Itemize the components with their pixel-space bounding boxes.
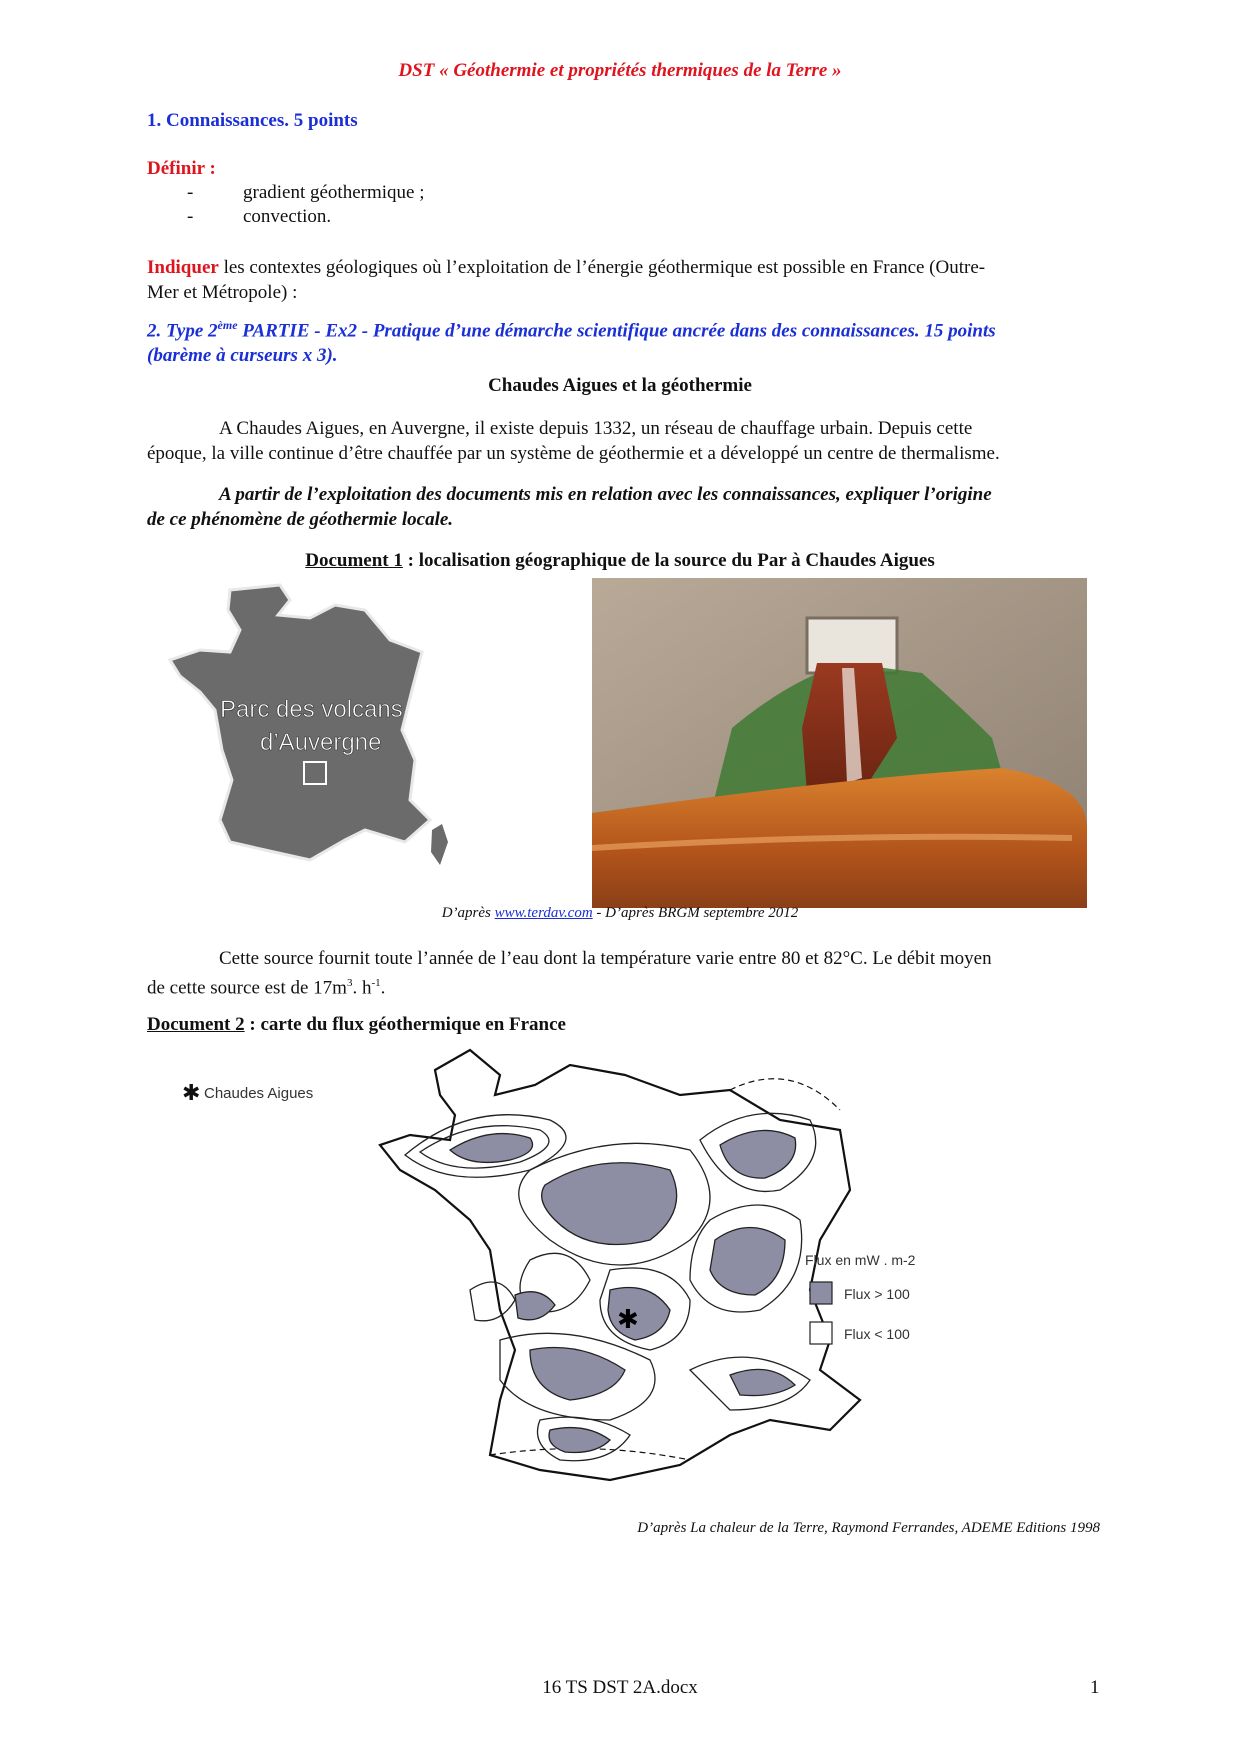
define-item: - gradient géothermique ; xyxy=(187,182,425,203)
map-label-line1: Parc des volcans xyxy=(220,696,403,723)
indicate-paragraph xyxy=(147,255,1107,305)
legend-title: Flux en mW . m-2 xyxy=(805,1252,916,1268)
marker-label: Chaudes Aigues xyxy=(204,1085,314,1102)
doc1-title-text: : localisation géographique de la source du Par à Chaudes Aigues xyxy=(402,550,935,571)
doc1-label: Document 1 xyxy=(305,550,403,571)
section2-heading-line2: (barème à curseurs x 3). xyxy=(147,345,338,367)
section2-heading-rest: PARTIE - Ex2 - Pratique d’une démarche scientifique ancrée dans des connaissances. 15 points xyxy=(237,320,996,342)
asterisk-icon: ✱ xyxy=(182,1080,201,1105)
doc1-caption-prefix: D’après xyxy=(441,905,495,921)
chaudes-aigues-marker-icon: ✱ xyxy=(617,1304,639,1334)
define-item-text: gradient géothermique ; xyxy=(243,182,425,203)
doc1-text-sup1: 3 xyxy=(346,977,353,989)
indicate-label: Indiquer xyxy=(147,257,219,278)
instruction-paragraph xyxy=(147,482,1107,532)
doc1-text-sup2: -1 xyxy=(371,977,381,989)
fountain-photo xyxy=(592,578,1087,908)
indicate-text-line1: les contextes géologiques où l’exploitation de l’énergie géothermique est possible en France (Outre- xyxy=(223,257,986,278)
intro-paragraph xyxy=(147,416,1107,466)
map-label-line2: d’Auvergne xyxy=(260,729,382,756)
doc2-title-text: : carte du flux géothermique en France xyxy=(244,1014,566,1035)
doc1-text-line2a: de cette source est de 17m xyxy=(147,977,347,999)
define-item: - convection. xyxy=(187,206,332,227)
doc1-caption-suffix: - D’après BRGM septembre 2012 xyxy=(592,905,799,921)
define-item-text: convection. xyxy=(243,206,332,227)
doc2-title xyxy=(147,1014,566,1036)
intro-line1: A Chaudes Aigues, en Auvergne, il existe depuis 1332, un réseau de chauffage urbain. Depuis cette xyxy=(219,418,973,439)
legend-low-swatch xyxy=(810,1322,832,1344)
legend-high-label: Flux > 100 xyxy=(844,1286,910,1302)
doc1-paragraph xyxy=(147,946,1107,1000)
doc2-caption: D’après La chaleur de la Terre, Raymond Ferrandes, ADEME Editions 1998 xyxy=(637,1520,1100,1536)
doc1-text-line2c: . xyxy=(380,977,386,999)
indicate-text-line2: Mer et Métropole) : xyxy=(147,282,298,303)
section2-heading xyxy=(147,313,1107,368)
instruction-line2: de ce phénomène de géothermie locale. xyxy=(147,509,454,530)
terdav-link[interactable]: www.terdav.com xyxy=(494,905,593,921)
france-location-map xyxy=(160,580,460,870)
legend-high-swatch xyxy=(810,1282,832,1304)
page-number: 1 xyxy=(1090,1677,1100,1698)
section1-heading: 1. Connaissances. 5 points xyxy=(147,110,358,131)
doc1-title xyxy=(0,550,1240,572)
section2-heading-prefix: 2. Type 2 xyxy=(147,320,218,342)
geothermal-flux-map xyxy=(170,1040,1090,1510)
footer-filename: 16 TS DST 2A.docx xyxy=(542,1677,698,1698)
legend-low-label: Flux < 100 xyxy=(844,1326,910,1342)
doc1-text-line1: Cette source fournit toute l’année de l’eau dont la température varie entre 80 et 82°C. Le débit moyen xyxy=(219,948,992,969)
define-label: Définir : xyxy=(147,158,216,179)
instruction-line1: A partir de l’exploitation des documents mis en relation avec les connaissances, expliquer l’origine xyxy=(219,484,992,505)
document-title: DST « Géothermie et propriétés thermiques de la Terre » xyxy=(398,60,842,81)
doc1-text-line2b: . h xyxy=(352,977,372,999)
intro-line2: époque, la ville continue d’être chauffée par un système de géothermie et a développé un centre de thermalisme. xyxy=(147,443,1000,464)
doc2-label: Document 2 xyxy=(147,1014,245,1035)
doc1-caption xyxy=(0,905,1240,922)
section2-heading-sup: ème xyxy=(217,318,238,332)
section2-subtitle: Chaudes Aigues et la géothermie xyxy=(488,375,752,396)
